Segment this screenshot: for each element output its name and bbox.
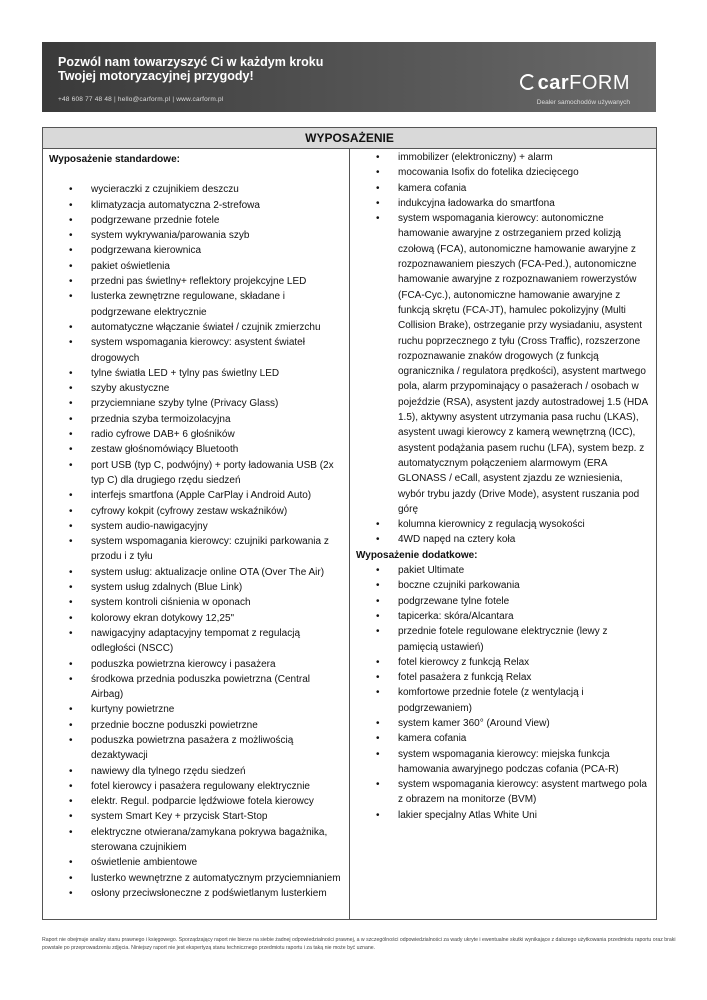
banner-headline-line1: Pozwól nam towarzyszyć Ci w każdym kroku — [58, 55, 324, 69]
list-item: • system wspomagania kierowcy: asystent martwego pola z obrazem na monitorze (BVM) — [356, 777, 650, 808]
banner-contacts: +48 608 77 48 48 | hello@carform.pl | www.carform.pl — [58, 96, 224, 103]
list-item: • klimatyzacja automatyczna 2-strefowa — [49, 198, 343, 213]
list-item: • mocowania Isofix do fotelika dziecięcego — [356, 165, 650, 180]
list-item: • fotel kierowcy i pasażera regulowany elektrycznie — [49, 779, 343, 794]
extra-equipment-header: Wyposażenie dodatkowe: — [356, 549, 478, 561]
equipment-panel — [42, 127, 657, 920]
equipment-left-column — [43, 149, 350, 919]
extra-equipment-list — [356, 563, 650, 823]
list-item: • poduszka powietrzna kierowcy i pasażera — [49, 657, 343, 672]
standard-equipment-list — [49, 182, 343, 901]
logo-car-text: car — [537, 72, 570, 94]
list-item: • kolumna kierownicy z regulacją wysokości — [356, 517, 650, 532]
list-item: • pakiet oświetlenia — [49, 259, 343, 274]
list-item: • system wspomagania kierowcy: asystent świateł drogowych — [49, 335, 343, 366]
list-item: • system usług zdalnych (Blue Link) — [49, 580, 343, 595]
list-item: • szyby akustyczne — [49, 381, 343, 396]
list-item: • przednie fotele regulowane elektrycznie (lewy z pamięcią ustawień) — [356, 624, 650, 655]
list-item: • 4WD napęd na cztery koła — [356, 532, 650, 547]
list-item: • lusterka zewnętrzne regulowane, składane i podgrzewane elektrycznie — [49, 289, 343, 320]
list-item: • nawiewy dla tylnego rzędu siedzeń — [49, 764, 343, 779]
list-item: • indukcyjna ładowarka do smartfona — [356, 196, 650, 211]
list-item: • fotel pasażera z funkcją Relax — [356, 670, 650, 685]
list-item: • podgrzewane tylne fotele — [356, 594, 650, 609]
list-item: • system wspomagania kierowcy: czujniki parkowania z przodu i z tyłu — [49, 534, 343, 565]
list-item: • interfejs smartfona (Apple CarPlay i Android Auto) — [49, 488, 343, 503]
list-item: • przednie boczne poduszki powietrzne — [49, 718, 343, 733]
list-item: • radio cyfrowe DAB+ 6 głośników — [49, 427, 343, 442]
list-item: • port USB (typ C, podwójny) + porty ładowania USB (2x typ C) dla drugiego rzędu siedzeń — [49, 458, 343, 489]
list-item: • zestaw głośnomówiący Bluetooth — [49, 442, 343, 457]
list-item: • system wspomagania kierowcy: autonomiczne hamowanie awaryjne z ostrzeganiem przed kolizją czołową (FCA), autonomiczne hamowanie awaryjne z rozpoznawaniem pieszych (FCA-Ped.), autonomiczne hamowanie awaryjne z rozpoznawaniem rowerzystów (FCA-Cyc.), autonomiczne hamowanie awaryjne z funkcją skrętu (FCA-JT), hamulec pokolizyjny (Multi Collision Brake), ostrzeganie przy wysiadaniu, asystent ruchu poprzecznego z tyłu (Cross Traffic), rozszerzone rozpoznawanie znaków drogowych (z funkcją ogranicznika / regulatora prędkości), asystent martwego pola, alarm przypominający o pasażerach / osobach w pojeździe (RSA), asystent jazdy autostradowej 1.5 (HDA 1.5), aktywny asystent utrzymania pasa ruchu (LKAS), asystent uwagi kierowcy z kamerą wewnętrzną (ICC), asystent podążania pasem ruchu (LFA), system bezp. z automatycznym połączeniem alarmowym (ERA GLONASS / eCall, asystent zjazdu ze wzniesienia, wybór trybu jazdy (Drive Mode), asystent ruszania pod górę — [356, 211, 650, 517]
list-item: • system usług: aktualizacje online OTA (Over The Air) — [49, 565, 343, 580]
list-item: • immobilizer (elektroniczny) + alarm — [356, 150, 650, 165]
equipment-right-column — [350, 149, 656, 919]
list-item: • fotel kierowcy z funkcją Relax — [356, 655, 650, 670]
carform-logo — [520, 72, 630, 95]
list-item: • przedni pas świetlny+ reflektory projekcyjne LED — [49, 274, 343, 289]
list-item: • kurtyny powietrzne — [49, 702, 343, 717]
list-item: • podgrzewana kierownica — [49, 243, 343, 258]
list-item: • kamera cofania — [356, 181, 650, 196]
logo-form-text: FORM — [569, 72, 630, 94]
list-item: • tapicerka: skóra/Alcantara — [356, 609, 650, 624]
equipment-title: WYPOSAŻENIE — [43, 128, 656, 149]
list-item: • lusterko wewnętrzne z automatycznym przyciemnianiem — [49, 871, 343, 886]
list-item: • system kamer 360° (Around View) — [356, 716, 650, 731]
logo-tagline: Dealer samochodów używanych — [536, 99, 630, 106]
header-banner — [42, 42, 656, 112]
logo-swirl-icon — [520, 74, 536, 90]
list-item: • elektr. Regul. podparcie lędźwiowe fotela kierowcy — [49, 794, 343, 809]
list-item: • tylne światła LED + tylny pas świetlny LED — [49, 366, 343, 381]
list-item: • przednia szyba termoizolacyjna — [49, 412, 343, 427]
list-item: • kolorowy ekran dotykowy 12,25" — [49, 611, 343, 626]
list-item: • poduszka powietrzna pasażera z możliwością dezaktywacji — [49, 733, 343, 764]
list-item: • system audio-nawigacyjny — [49, 519, 343, 534]
list-item: • wycieraczki z czujnikiem deszczu — [49, 182, 343, 197]
list-item: • system wykrywania/parowania szyb — [49, 228, 343, 243]
list-item: • podgrzewane przednie fotele — [49, 213, 343, 228]
footer-disclaimer: Raport nie obejmuje analizy stanu prawnego i księgowego. Sporządzający raport nie bierze na siebie żadnej odpowiedzialności prawnej, a w szczególności odpowiedzialności za wady ukryte i ewentualne skutki wynikające z dalszego użytkowania przedmiotu raportu oraz braki powstałe po przeprowadzeniu zdjęcia. Niniejszy raport nie jest ekspertyzą stanu technicznego przedmiotu raportu i za taką nie może być uznane. — [42, 937, 676, 951]
banner-headline-line2: Twojej motoryzacyjnej przygody! — [58, 69, 254, 83]
list-item: • kamera cofania — [356, 731, 650, 746]
list-item: • system wspomagania kierowcy: miejska funkcja hamowania awaryjnego podczas cofania (PCA-R) — [356, 747, 650, 778]
list-item: • osłony przeciwsłoneczne z podświetlanym lusterkiem — [49, 886, 343, 901]
list-item: • oświetlenie ambientowe — [49, 855, 343, 870]
list-item: • przyciemniane szyby tylne (Privacy Glass) — [49, 396, 343, 411]
list-item: • elektryczne otwierana/zamykana pokrywa bagażnika, sterowana czujnikiem — [49, 825, 343, 856]
list-item: • system Smart Key + przycisk Start-Stop — [49, 809, 343, 824]
list-item: • pakiet Ultimate — [356, 563, 650, 578]
list-item: • nawigacyjny adaptacyjny tempomat z regulacją odległości (NSCC) — [49, 626, 343, 657]
standard-equipment-list-continued — [356, 150, 650, 548]
banner-headline — [58, 55, 323, 83]
list-item: • lakier specjalny Atlas White Uni — [356, 808, 650, 823]
list-item: • środkowa przednia poduszka powietrzna (Central Airbag) — [49, 672, 343, 703]
list-item: • komfortowe przednie fotele (z wentylacją i podgrzewaniem) — [356, 685, 650, 716]
list-item: • automatyczne włączanie świateł / czujnik zmierzchu — [49, 320, 343, 335]
list-item: • boczne czujniki parkowania — [356, 578, 650, 593]
standard-equipment-header: Wyposażenie standardowe: — [49, 154, 180, 165]
list-item: • cyfrowy kokpit (cyfrowy zestaw wskaźników) — [49, 504, 343, 519]
list-item: • system kontroli ciśnienia w oponach — [49, 595, 343, 610]
